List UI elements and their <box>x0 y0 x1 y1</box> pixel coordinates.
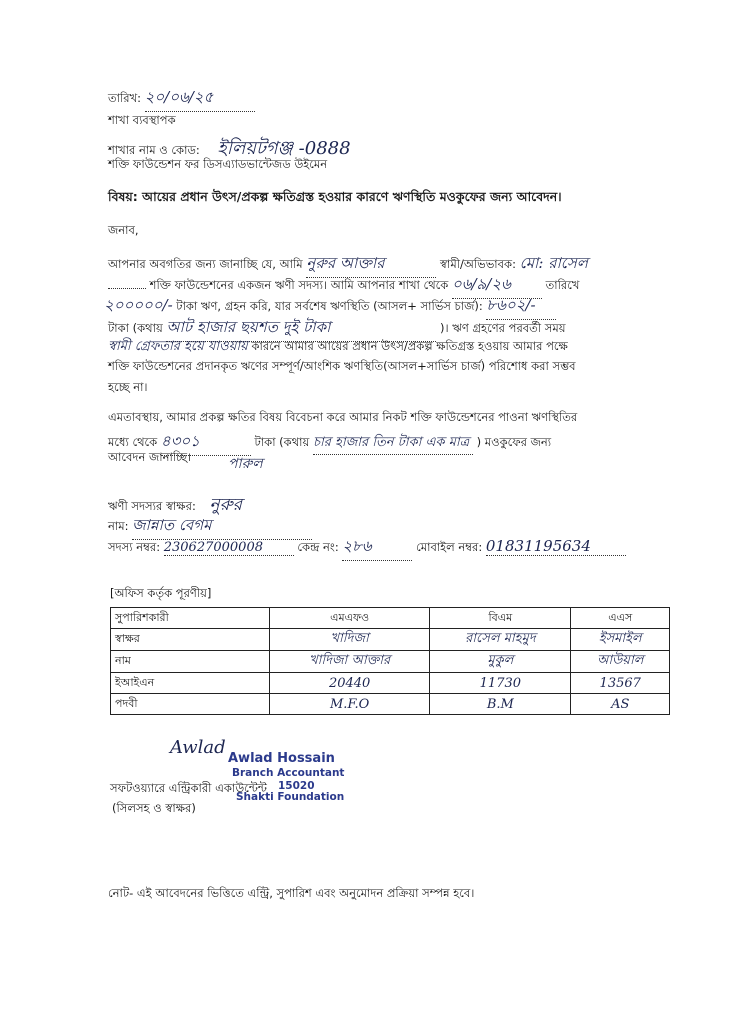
salutation: জনাব, <box>108 223 139 237</box>
body-text: টাকা ঋণ, গ্রহন করি, যার সর্বশেষ ঋণস্থিতি (আসল+ সার্ভিস চার্জ): <box>176 299 483 313</box>
body-text: স্বামী/অভিভাবক: <box>440 257 516 271</box>
body-text: টাকা (কথায় <box>254 435 310 449</box>
body-p2-line-1: এমতাবস্থায়, আমার প্রকল্প ক্ষতির বিষয় বিবেচনা করে আমার নিকট শক্তি ফাউন্ডেশনের পাওনা ঋণস্থিতির <box>108 410 578 424</box>
member-name: জান্নাত বেগম <box>132 514 312 540</box>
waiver-amount: ৪৩০১ <box>161 430 251 456</box>
table-row <box>111 651 670 673</box>
body-text: শক্তি ফাউন্ডেশনের একজন ঋণী সদস্য। আমি আপনার শাখা থেকে <box>149 278 449 292</box>
table-row <box>111 629 670 651</box>
software-line-1: সফটওয়্যারে এন্ট্রিকারী একাউন্টেন্ট <box>110 781 267 795</box>
header-cell: এএস <box>571 608 670 629</box>
date-label: তারিখ: <box>108 91 142 105</box>
stamp-org: Shakti Foundation <box>236 791 345 803</box>
balance-in-words: আট হাজার ছয়শত দুই টাকা <box>166 316 436 342</box>
date-row <box>108 86 255 112</box>
header-cell: এমএফও <box>270 608 430 629</box>
table-cell: খাদিজা <box>270 629 430 651</box>
software-line-2: (সিলসহ ও স্বাক্ষর) <box>112 801 196 815</box>
to-line: শাখা ব্যবস্থাপক <box>108 113 176 127</box>
table-cell: 13567 <box>571 673 670 694</box>
table-cell: আউয়াল <box>571 651 670 673</box>
applicant-name: নুরুর আক্তার <box>306 252 436 278</box>
loan-date: ০৬/৯/২৬ <box>452 273 542 299</box>
table-cell: B.M <box>430 694 571 715</box>
row-label: পদবী <box>111 694 270 715</box>
mobile-label: মোবাইল নম্বর: <box>416 540 483 554</box>
table-cell: AS <box>571 694 670 715</box>
header-cell: সুপারিশকারী <box>111 608 270 629</box>
damage-reason: স্বামী গ্রেফতার হয়ে যাওয়ায় <box>108 339 248 354</box>
footer-note: নোট- এই আবেদনের ভিত্তিতে এন্ট্রি, সুপারিশ এবং অনুমোদন প্রক্রিয়া সম্পন্ন হবে। <box>108 886 475 900</box>
body-line-7: হচ্ছে না। <box>108 380 148 394</box>
body-text: ) মওকুফের জন্য <box>476 435 552 449</box>
office-caption: [অফিস কর্তৃক পূরণীয়] <box>110 586 212 600</box>
row-label: ইআইএন <box>111 673 270 694</box>
body-p2-line-3: আবেদন জানাচ্ছি। <box>108 450 192 464</box>
table-cell: M.F.O <box>270 694 430 715</box>
loan-balance: ৮৬০২/- <box>486 294 556 320</box>
member-id: 230627000008 <box>164 540 294 556</box>
table-cell: 11730 <box>430 673 571 694</box>
table-header-row <box>111 608 670 629</box>
member-id-label: সদস্য নম্বর: <box>108 540 161 554</box>
guardian-name: মো: রাসেল <box>519 254 588 272</box>
center-number: ২৮৬ <box>342 535 412 561</box>
member-signature: নুরুর <box>209 495 243 515</box>
subject-line: বিষয়: আয়ের প্রধান উৎস/প্রকল্প ক্ষতিগ্রস্ত হওয়ার কারণে ঋণস্থিতি মওকুফের জন্য আবেদন। <box>108 189 562 204</box>
body-text: টাকা (কথায় <box>108 321 163 335</box>
body-text: )। ঋণ গ্রহণের পরবর্তী সময় <box>440 321 566 335</box>
center-label: কেন্দ্র নং: <box>297 540 339 554</box>
stamp-ein: 15020 <box>278 780 315 792</box>
table-row <box>111 673 670 694</box>
branch-value: ইলিয়টগঞ্জ -0888 <box>217 138 351 159</box>
header-cell: বিএম <box>430 608 571 629</box>
table-cell: 20440 <box>270 673 430 694</box>
member-name-label: নাম: <box>108 519 129 533</box>
row-label: নাম <box>111 651 270 673</box>
table-cell: খাদিজা আক্তার <box>270 651 430 673</box>
table-cell: ইসমাইল <box>571 629 670 651</box>
waiver-in-words: চার হাজার তিন টাকা এক মাত্র <box>313 433 473 455</box>
body-line-6: শক্তি ফাউন্ডেশনের প্রদানকৃত ঋণের সম্পূর্ণ/আংশিক ঋণস্থিতি(আসল+সার্ভিস চার্জ) পরিশোধ করা সম্ভব <box>108 359 576 373</box>
accountant-signature: Awlad <box>170 737 226 758</box>
stamp-name: Awlad Hossain <box>228 751 335 766</box>
org-line: শক্তি ফাউন্ডেশন ফর ডিসএ্যাডভান্টেজড উইমেন <box>108 157 328 171</box>
row-label: স্বাক্ষর <box>111 629 270 651</box>
office-table <box>110 607 670 715</box>
body-text: কারনে আমার আয়ের প্রধান উৎস/প্রকল্প ক্ষতিগ্রস্ত হওয়ায় আমার পক্ষে <box>251 339 568 353</box>
table-row <box>111 694 670 715</box>
body-line-5 <box>108 337 568 358</box>
body-text: তারিখে <box>545 278 580 292</box>
blank-dots <box>108 288 146 289</box>
body-text: মধ্যে থেকে <box>108 435 158 449</box>
member-id-row <box>108 535 626 561</box>
initial-signature: পারুল <box>228 456 263 472</box>
loan-amount: ২০০০০০/- <box>104 296 173 314</box>
date-value: ২০/০৬/২৫ <box>145 86 255 112</box>
table-cell: মুকুল <box>430 651 571 673</box>
branch-label: শাখার নাম ও কোড: <box>108 143 200 157</box>
stamp-title: Branch Accountant <box>232 767 345 779</box>
body-text: আপনার অবগতির জন্য জানাচ্ছি যে, আমি <box>108 257 303 271</box>
mobile-number: 01831195634 <box>486 537 626 556</box>
table-cell: রাসেল মাহমুদ <box>430 629 571 651</box>
member-sig-label: ঋণী সদস্যর স্বাক্ষর: <box>108 499 196 513</box>
